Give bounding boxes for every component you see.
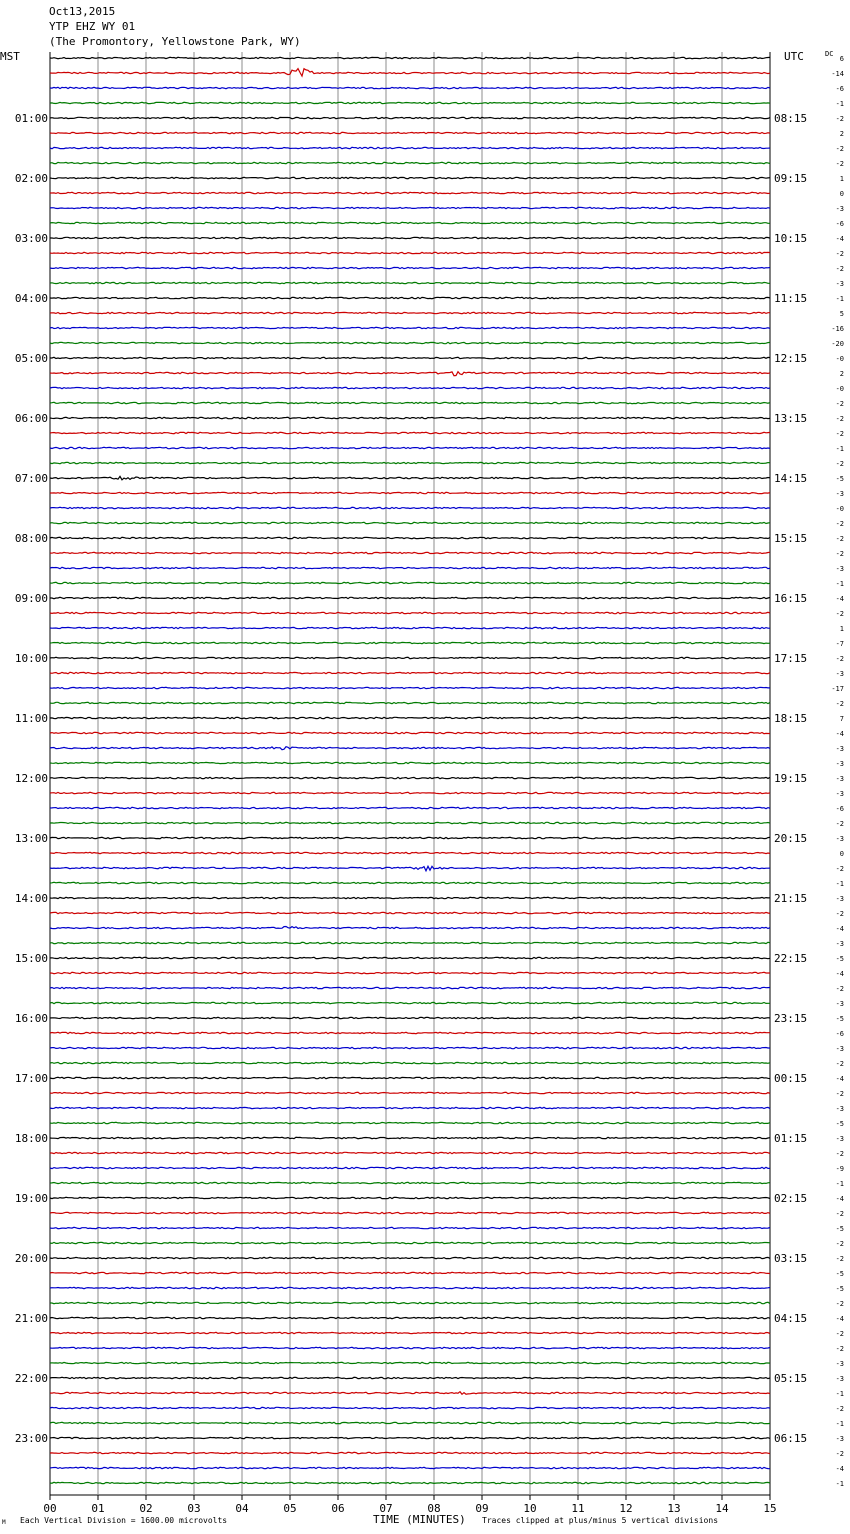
trace-line <box>50 1032 770 1033</box>
trace-line <box>50 297 770 298</box>
dc-offset-label: -2 <box>835 700 844 708</box>
trace-line <box>50 552 770 553</box>
trace-line <box>50 402 770 403</box>
trace-line <box>50 87 770 88</box>
trace-line <box>50 462 770 463</box>
dc-offset-label: -17 <box>831 685 844 693</box>
corner-mark: M <box>2 1519 6 1526</box>
trace-line <box>50 822 770 823</box>
trace-line <box>50 567 770 568</box>
dc-offset-label: -6 <box>835 1030 844 1038</box>
trace-line <box>50 1197 770 1198</box>
dc-offset-label: -3 <box>835 940 844 948</box>
mst-hour-label: 04:00 <box>14 292 48 305</box>
trace-line <box>50 1212 770 1213</box>
dc-label: DC <box>825 50 834 58</box>
dc-offset-label: -0 <box>835 355 844 363</box>
utc-hour-label: 06:15 <box>774 1432 808 1445</box>
trace-line <box>50 432 770 433</box>
dc-offset-label: -1 <box>835 100 844 108</box>
mst-hour-label: 17:00 <box>14 1072 48 1085</box>
trace-line <box>50 1272 770 1273</box>
dc-offset-label: 1 <box>839 625 844 633</box>
utc-hour-label: 01:15 <box>774 1132 808 1145</box>
dc-offset-label: -2 <box>835 520 844 528</box>
dc-offset-label: -20 <box>831 340 844 348</box>
dc-offset-label: -3 <box>835 1135 844 1143</box>
dc-offset-label: -2 <box>835 430 844 438</box>
right-timezone-label: UTC <box>784 50 804 63</box>
trace-line <box>50 612 770 613</box>
mst-hour-label: 15:00 <box>14 952 48 965</box>
trace-line <box>50 177 770 178</box>
left-timezone-label: MST <box>0 50 20 63</box>
trace-line <box>50 1467 770 1468</box>
station-label: YTP EHZ WY 01 <box>49 20 136 33</box>
dc-offset-label: -4 <box>835 970 844 978</box>
dc-offset-label: -4 <box>835 1465 844 1473</box>
x-axis-title: TIME (MINUTES) <box>373 1513 466 1526</box>
trace-line <box>50 147 770 148</box>
trace-line <box>50 1317 770 1318</box>
dc-offset-label: -0 <box>835 505 844 513</box>
dc-offset-label: 1 <box>839 175 844 183</box>
trace-line <box>50 582 770 583</box>
dc-offset-label: -3 <box>835 1360 844 1368</box>
mst-hour-label: 03:00 <box>14 232 48 245</box>
trace-line <box>50 1227 770 1228</box>
dc-offset-label: -3 <box>835 565 844 573</box>
trace-line <box>50 912 770 913</box>
x-tick-label: 02 <box>139 1502 153 1515</box>
trace-line <box>50 1152 770 1153</box>
dc-offset-label: -2 <box>835 610 844 618</box>
trace-line <box>50 762 770 763</box>
x-tick-label: 13 <box>667 1502 681 1515</box>
utc-hour-label: 03:15 <box>774 1252 808 1265</box>
utc-hour-label: 23:15 <box>774 1012 808 1025</box>
trace-line <box>50 1167 770 1168</box>
x-tick-label: 08 <box>427 1502 441 1515</box>
dc-offset-label: -1 <box>835 445 844 453</box>
dc-offset-label: -2 <box>835 115 844 123</box>
utc-hour-label: 22:15 <box>774 952 808 965</box>
trace-line <box>50 657 770 658</box>
trace-line <box>50 642 770 643</box>
dc-offset-label: -1 <box>835 1180 844 1188</box>
dc-offset-label: -5 <box>835 1285 844 1293</box>
x-tick-label: 12 <box>619 1502 633 1515</box>
dc-offset-label: -2 <box>835 655 844 663</box>
trace-line <box>50 237 770 238</box>
mst-hour-label: 05:00 <box>14 352 48 365</box>
dc-offset-label: -1 <box>835 880 844 888</box>
dc-offset-label: 6 <box>839 55 844 63</box>
utc-hour-label: 08:15 <box>774 112 808 125</box>
trace-line <box>50 1107 770 1108</box>
dc-offset-label: -3 <box>835 280 844 288</box>
dc-offset-label: -2 <box>835 820 844 828</box>
dc-offset-label: -4 <box>835 1195 844 1203</box>
trace-line <box>50 222 770 223</box>
trace-line <box>50 1017 770 1018</box>
utc-hour-label: 02:15 <box>774 1192 808 1205</box>
dc-offset-label: -2 <box>835 460 844 468</box>
mst-hour-label: 13:00 <box>14 832 48 845</box>
dc-offset-label: -3 <box>835 1045 844 1053</box>
trace-line <box>50 267 770 268</box>
scale-note: Each Vertical Division = 1600.00 microvolts <box>20 1516 228 1525</box>
trace-line <box>50 972 770 973</box>
utc-hour-label: 04:15 <box>774 1312 808 1325</box>
dc-offset-label: -2 <box>835 865 844 873</box>
trace-line <box>50 207 770 208</box>
trace-line <box>50 807 770 808</box>
trace-line <box>50 327 770 328</box>
dc-offset-label: -2 <box>835 550 844 558</box>
location-label: (The Promontory, Yellowstone Park, WY) <box>49 35 301 48</box>
dc-offset-label: 2 <box>839 130 844 138</box>
dc-offset-label: -4 <box>835 235 844 243</box>
dc-offset-label: -14 <box>831 70 844 78</box>
trace-line <box>50 837 770 838</box>
date-label: Oct13,2015 <box>49 5 116 18</box>
trace-line <box>50 357 770 358</box>
dc-offset-label: -3 <box>835 1435 844 1443</box>
trace-line <box>50 192 770 193</box>
trace-line <box>50 1422 770 1423</box>
trace-line <box>50 342 770 343</box>
trace-line <box>50 1392 770 1395</box>
dc-offset-label: -4 <box>835 730 844 738</box>
mst-hour-label: 20:00 <box>14 1252 48 1265</box>
dc-offset-label: -0 <box>835 385 844 393</box>
dc-offset-label: -2 <box>835 265 844 273</box>
dc-offset-label: -2 <box>835 415 844 423</box>
x-tick-label: 14 <box>715 1502 729 1515</box>
x-tick-label: 11 <box>571 1502 585 1515</box>
dc-offset-label: -3 <box>835 835 844 843</box>
dc-offset-label: -2 <box>835 1090 844 1098</box>
dc-offset-label: -3 <box>835 1000 844 1008</box>
dc-offset-label: -5 <box>835 1270 844 1278</box>
trace-line <box>50 1482 770 1483</box>
mst-hour-label: 08:00 <box>14 532 48 545</box>
dc-offset-label: -2 <box>835 535 844 543</box>
mst-hour-label: 22:00 <box>14 1372 48 1385</box>
dc-offset-label: -5 <box>835 955 844 963</box>
mst-hour-label: 19:00 <box>14 1192 48 1205</box>
dc-offset-label: -5 <box>835 1120 844 1128</box>
dc-offset-label: -3 <box>835 490 844 498</box>
trace-line <box>50 1452 770 1453</box>
dc-offset-label: -3 <box>835 760 844 768</box>
mst-hour-label: 10:00 <box>14 652 48 665</box>
trace-line <box>50 162 770 163</box>
trace-line <box>50 1047 770 1048</box>
trace-line <box>50 1092 770 1093</box>
dc-offset-label: -1 <box>835 295 844 303</box>
dc-offset-label: -7 <box>835 640 844 648</box>
utc-hour-label: 00:15 <box>774 1072 808 1085</box>
trace-line <box>50 942 770 943</box>
dc-offset-label: -2 <box>835 250 844 258</box>
trace-line <box>50 252 770 253</box>
dc-offset-label: -2 <box>835 1405 844 1413</box>
dc-offset-label: -2 <box>835 1240 844 1248</box>
utc-hour-label: 20:15 <box>774 832 808 845</box>
trace-line <box>50 1437 770 1438</box>
dc-offset-label: -3 <box>835 670 844 678</box>
utc-hour-label: 14:15 <box>774 472 808 485</box>
trace-line <box>50 387 770 388</box>
x-tick-label: 10 <box>523 1502 537 1515</box>
trace-line <box>50 747 770 750</box>
dc-offset-label: -2 <box>835 910 844 918</box>
trace-line <box>50 57 770 58</box>
trace-line <box>50 1137 770 1138</box>
dc-offset-label: 2 <box>839 370 844 378</box>
trace-line <box>50 1407 770 1408</box>
utc-hour-label: 11:15 <box>774 292 808 305</box>
x-tick-label: 09 <box>475 1502 489 1515</box>
utc-hour-label: 17:15 <box>774 652 808 665</box>
trace-line <box>50 1347 770 1348</box>
trace-line <box>50 732 770 733</box>
dc-offset-label: -3 <box>835 205 844 213</box>
x-tick-label: 00 <box>43 1502 57 1515</box>
utc-hour-label: 10:15 <box>774 232 808 245</box>
clip-note: Traces clipped at plus/minus 5 vertical divisions <box>482 1516 719 1525</box>
trace-line <box>50 852 770 853</box>
dc-offset-label: -6 <box>835 85 844 93</box>
trace-line <box>50 476 770 479</box>
dc-offset-label: 5 <box>839 310 844 318</box>
trace-line <box>50 522 770 523</box>
trace-line <box>50 447 770 448</box>
trace-line <box>50 492 770 493</box>
trace-line <box>50 312 770 313</box>
mst-hour-label: 02:00 <box>14 172 48 185</box>
trace-line <box>50 417 770 418</box>
trace-line <box>50 537 770 538</box>
trace-line <box>50 1077 770 1078</box>
trace-line <box>50 1002 770 1003</box>
dc-offset-label: -9 <box>835 1165 844 1173</box>
trace-line <box>50 866 770 871</box>
dc-offset-label: 0 <box>839 190 844 198</box>
x-tick-label: 07 <box>379 1502 393 1515</box>
trace-line <box>50 69 770 77</box>
x-tick-label: 04 <box>235 1502 249 1515</box>
mst-hour-label: 06:00 <box>14 412 48 425</box>
dc-offset-label: -2 <box>835 1345 844 1353</box>
dc-offset-label: -5 <box>835 1225 844 1233</box>
utc-hour-label: 09:15 <box>774 172 808 185</box>
trace-line <box>50 1242 770 1243</box>
trace-line <box>50 1302 770 1303</box>
trace-line <box>50 1362 770 1363</box>
utc-hour-label: 05:15 <box>774 1372 808 1385</box>
x-tick-label: 06 <box>331 1502 345 1515</box>
trace-line <box>50 117 770 118</box>
trace-line <box>50 792 770 793</box>
trace-line <box>50 1287 770 1288</box>
mst-hour-label: 14:00 <box>14 892 48 905</box>
x-tick-label: 05 <box>283 1502 297 1515</box>
dc-offset-label: -1 <box>835 1390 844 1398</box>
dc-offset-label: -4 <box>835 595 844 603</box>
dc-offset-label: -2 <box>835 145 844 153</box>
dc-offset-label: -3 <box>835 1375 844 1383</box>
dc-offset-label: -2 <box>835 1150 844 1158</box>
mst-hour-label: 18:00 <box>14 1132 48 1145</box>
mst-hour-label: 01:00 <box>14 112 48 125</box>
trace-line <box>50 702 770 703</box>
dc-offset-label: 7 <box>839 715 844 723</box>
mst-hour-label: 07:00 <box>14 472 48 485</box>
trace-line <box>50 1182 770 1183</box>
dc-offset-label: -2 <box>835 1330 844 1338</box>
trace-line <box>50 897 770 898</box>
trace-line <box>50 1257 770 1258</box>
utc-hour-label: 13:15 <box>774 412 808 425</box>
dc-offset-label: -2 <box>835 1450 844 1458</box>
dc-offset-label: -2 <box>835 1210 844 1218</box>
trace-line <box>50 597 770 598</box>
trace-line <box>50 717 770 718</box>
dc-offset-label: -2 <box>835 985 844 993</box>
dc-offset-label: -2 <box>835 400 844 408</box>
dc-offset-label: -3 <box>835 1105 844 1113</box>
dc-offset-label: -4 <box>835 925 844 933</box>
utc-hour-label: 19:15 <box>774 772 808 785</box>
trace-line <box>50 687 770 688</box>
trace-line <box>50 987 770 988</box>
trace-line <box>50 102 770 103</box>
dc-offset-label: -1 <box>835 1480 844 1488</box>
dc-offset-label: -3 <box>835 790 844 798</box>
dc-offset-label: -3 <box>835 895 844 903</box>
dc-offset-label: -2 <box>835 1060 844 1068</box>
trace-line <box>50 927 770 929</box>
dc-offset-label: -16 <box>831 325 844 333</box>
utc-hour-label: 21:15 <box>774 892 808 905</box>
dc-offset-label: -5 <box>835 475 844 483</box>
trace-line <box>50 282 770 283</box>
dc-offset-label: 0 <box>839 850 844 858</box>
dc-offset-label: -2 <box>835 160 844 168</box>
trace-line <box>50 1377 770 1378</box>
trace-line <box>50 957 770 958</box>
trace-line <box>50 372 770 376</box>
dc-offset-label: -1 <box>835 580 844 588</box>
dc-offset-label: -1 <box>835 1420 844 1428</box>
dc-offset-label: -4 <box>835 1075 844 1083</box>
mst-hour-label: 16:00 <box>14 1012 48 1025</box>
trace-line <box>50 1062 770 1063</box>
dc-offset-label: -3 <box>835 775 844 783</box>
dc-offset-label: -4 <box>835 1315 844 1323</box>
mst-hour-label: 21:00 <box>14 1312 48 1325</box>
trace-line <box>50 882 770 883</box>
utc-hour-label: 18:15 <box>774 712 808 725</box>
x-tick-label: 01 <box>91 1502 105 1515</box>
dc-offset-label: -2 <box>835 1300 844 1308</box>
trace-line <box>50 132 770 133</box>
x-tick-label: 15 <box>763 1502 777 1515</box>
mst-hour-label: 12:00 <box>14 772 48 785</box>
mst-hour-label: 09:00 <box>14 592 48 605</box>
trace-line <box>50 1332 770 1333</box>
mst-hour-label: 11:00 <box>14 712 48 725</box>
mst-hour-label: 23:00 <box>14 1432 48 1445</box>
trace-line <box>50 507 770 508</box>
trace-line <box>50 672 770 673</box>
dc-offset-label: -5 <box>835 1015 844 1023</box>
dc-offset-label: -6 <box>835 220 844 228</box>
utc-hour-label: 15:15 <box>774 532 808 545</box>
utc-hour-label: 12:15 <box>774 352 808 365</box>
dc-offset-label: -6 <box>835 805 844 813</box>
dc-offset-label: -3 <box>835 745 844 753</box>
x-tick-label: 03 <box>187 1502 201 1515</box>
dc-offset-label: -2 <box>835 1255 844 1263</box>
trace-line <box>50 777 770 778</box>
trace-line <box>50 627 770 628</box>
trace-line <box>50 1122 770 1123</box>
utc-hour-label: 16:15 <box>774 592 808 605</box>
